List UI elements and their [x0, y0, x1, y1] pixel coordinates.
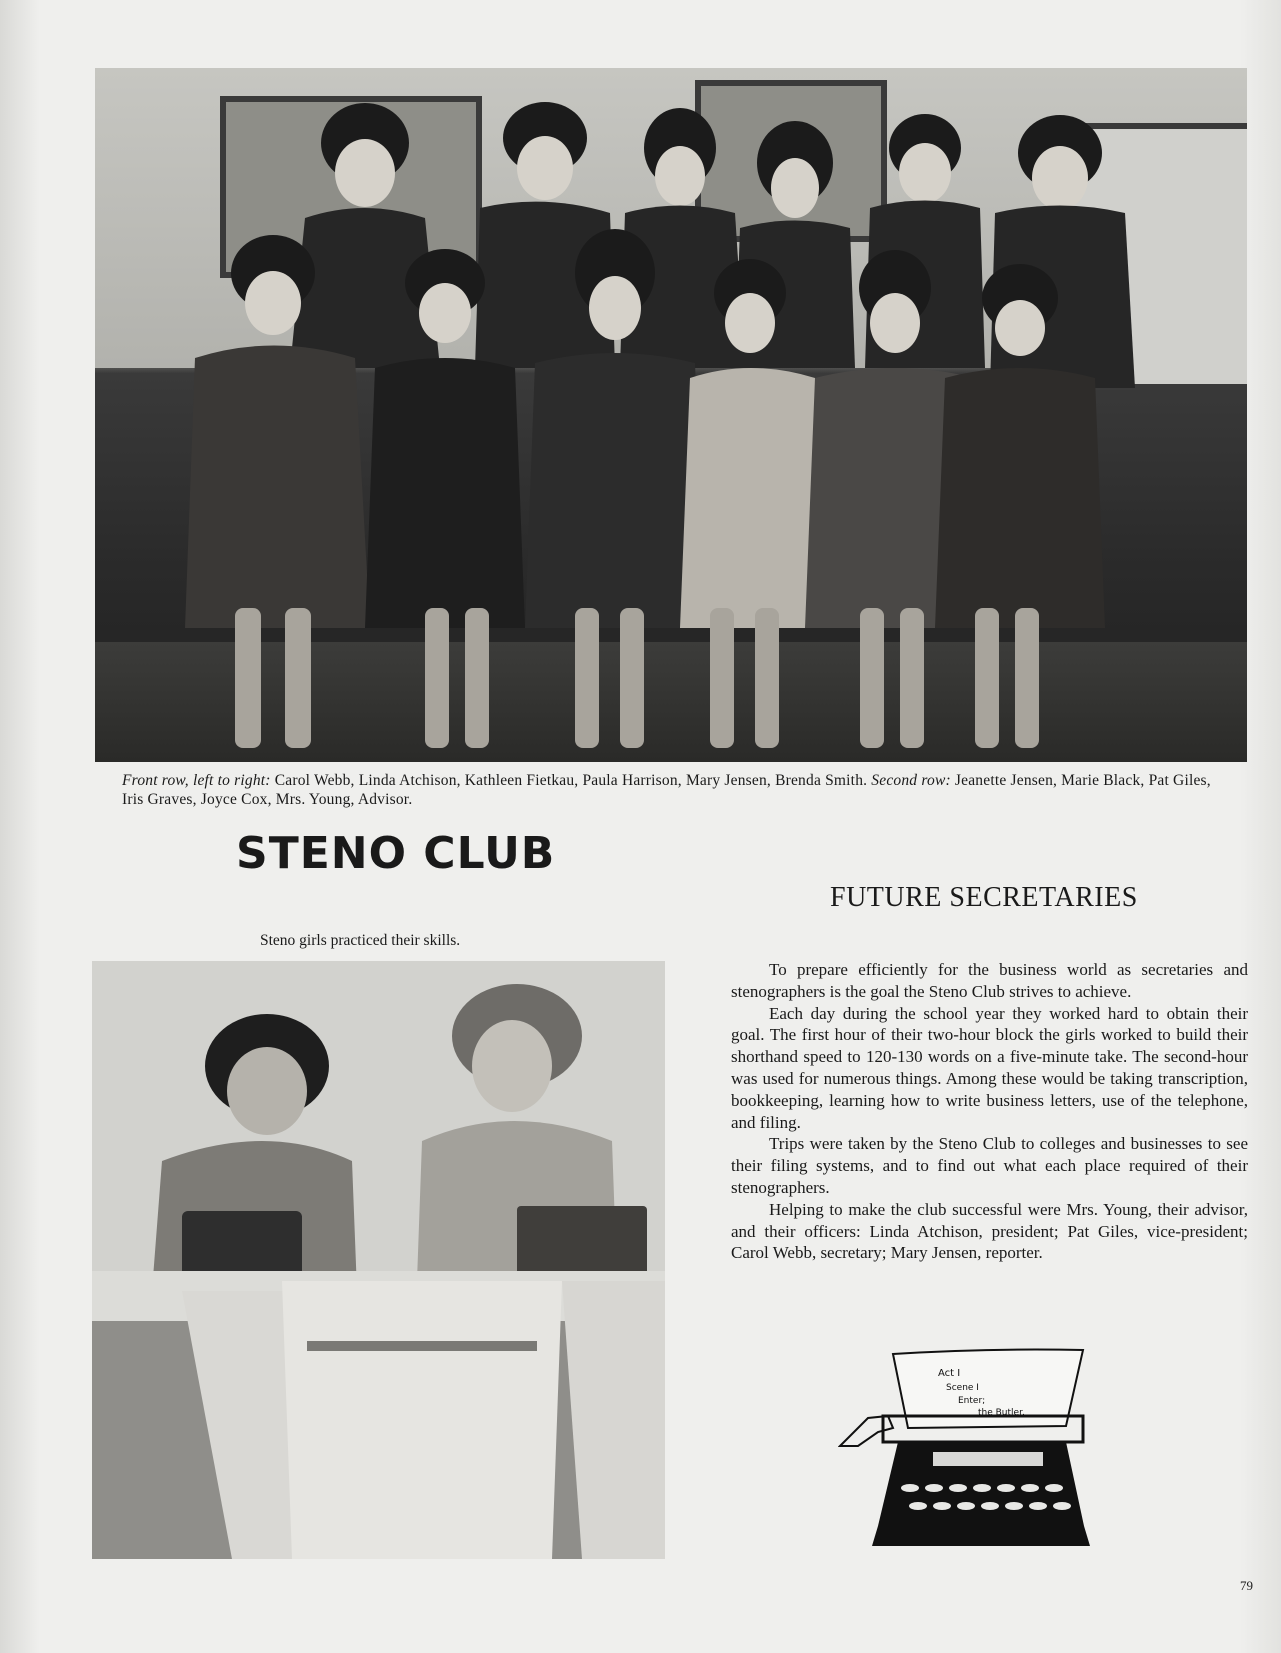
article-paragraph: Helping to make the club successful were Mrs. Young, their advisor, and their officers: Linda Atchison, president; Pat Giles, vice-president; Carol Webb, secretary; Mary Jensen, reporter. [731, 1199, 1248, 1263]
caption-second-row-names: Jeanette Jensen, Marie Black, Pat Giles, Iris Graves, Joyce Cox, Mrs. Young, Advisor. [122, 772, 1211, 808]
article-paragraph: To prepare efficiently for the business world as secretaries and stenographers is the goal the Steno Club strives to achieve. [731, 960, 1248, 1001]
page-title: STENO CLUB [236, 828, 556, 879]
article-paragraph: Trips were taken by the Steno Club to colleges and businesses to see their filing systems, and to find out what each place required of their stenographers. [731, 1134, 1248, 1197]
typewriter-paper-line: the Butler. [978, 1408, 1025, 1418]
article-body [731, 959, 1248, 1264]
typewriter-icon [838, 1346, 1098, 1551]
group-photo-figures [95, 68, 1247, 762]
typewriter-paper-line: Scene I [946, 1383, 979, 1393]
practice-photo [92, 961, 665, 1559]
practice-photo-scene [92, 961, 665, 1559]
typewriter-paper-line: Act I [938, 1368, 961, 1379]
caption-second-row-label: Second row: [871, 772, 951, 789]
page-subtitle: FUTURE SECRETARIES [830, 882, 1138, 913]
caption-front-row-names: Carol Webb, Linda Atchison, Kathleen Fietkau, Paula Harrison, Mary Jensen, Brenda Smith. [270, 772, 872, 789]
caption-front-row-label: Front row, left to right: [122, 772, 271, 789]
page-number: 79 [1240, 1578, 1253, 1593]
group-photo-caption [122, 771, 1232, 809]
article-paragraph: Each day during the school year they worked hard to obtain their goal. The first hour of their two-hour block the girls worked to build their shorthand speed to 120-130 words on a five-minute take. The second-hour was used for numerous things. Among these would be taking transcription, bookkeeping, learning how to write business letters, use of the telephone, and filing. [731, 1003, 1248, 1132]
group-photo [95, 68, 1247, 762]
typewriter-drawing [838, 1346, 1098, 1551]
practice-photo-caption: Steno girls practiced their skills. [260, 932, 461, 949]
typewriter-paper-line: Enter; [958, 1396, 986, 1406]
